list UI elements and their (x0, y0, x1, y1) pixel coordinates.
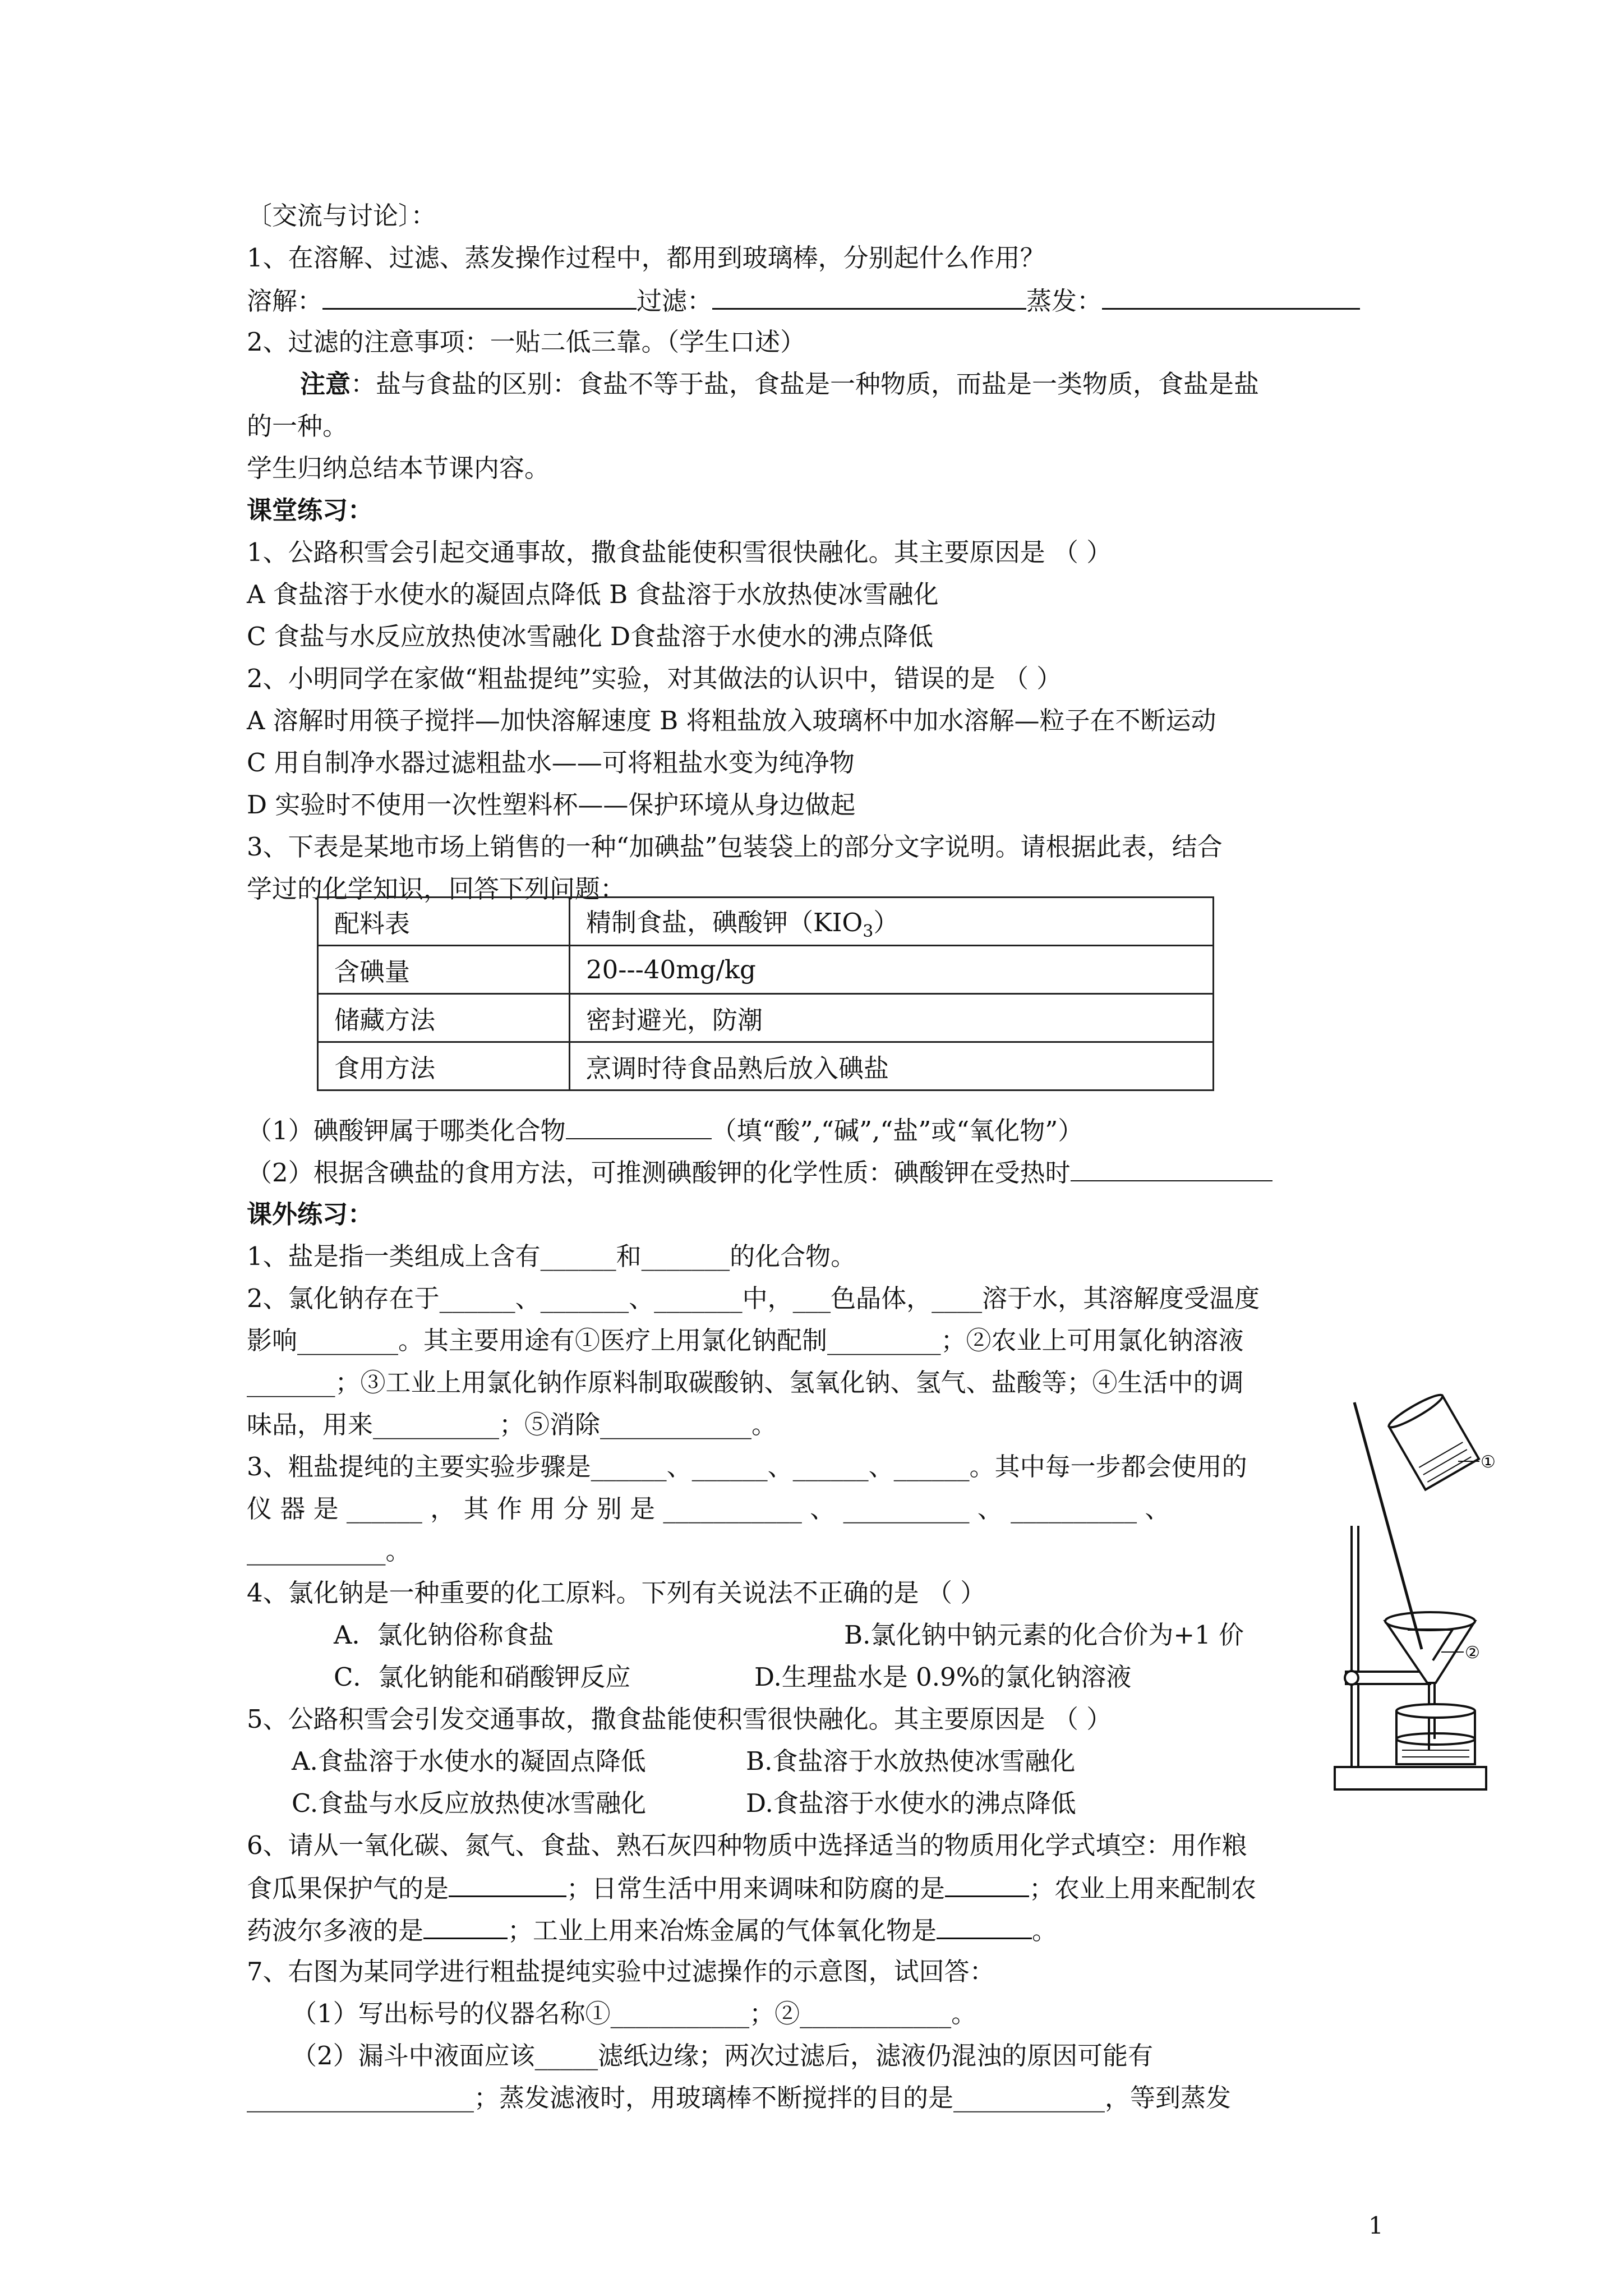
homework-3-line-2: 仪 器 是 ______ ， 其 作 用 分 别 是 ___________ 、 __________ 、 __________ 、 (247, 1494, 1170, 1524)
table-cell: 配料表 (318, 898, 570, 946)
hw6-text-f: 。 (1032, 1916, 1058, 1945)
note-label: 注意 (300, 369, 351, 399)
homework-4-stem: 4、氯化钠是一种重要的化工原料。下列有关说法不正确的是 （ ） (247, 1578, 986, 1608)
homework-1: 1、盐是指一类组成上含有______和_______的化合物。 (247, 1241, 856, 1271)
homework-7-q1: （1）写出标号的仪器名称①___________；②____________。 (292, 1999, 977, 2028)
homework-7-q2: （2）漏斗中液面应该_____滤纸边缘；两次过滤后，滤液仍混浊的原因可能有 (292, 2041, 1154, 2070)
homework-2-line-1: 2、氯化钠存在于______、_______、_______中，___色晶体，____溶于水，其溶解度受温度 (247, 1283, 1260, 1313)
homework-6-line-3 (247, 1913, 1057, 1948)
homework-6-line-2 (247, 1871, 1256, 1906)
table-cell: 密封避光，防潮 (570, 994, 1214, 1042)
glass-rod-roles (247, 283, 1360, 318)
homework-5-stem: 5、公路积雪会引发交通事故，撒食盐能使积雪很快融化。其主要原因是 （ ） (247, 1704, 1112, 1734)
homework-5-option-b: B.食盐溶于水放热使冰雪融化 (746, 1746, 1076, 1776)
homework-4-option-b: B.氯化钠中钠元素的化合价为+1 价 (844, 1620, 1244, 1650)
q1-text: （1）碘酸钾属于哪类化合物 (247, 1116, 566, 1145)
exercise-1-options-cd: C 食盐与水反应放热使冰雪融化 D食盐溶于水使水的沸点降低 (247, 622, 934, 651)
exercise-2-stem: 2、小明同学在家做“粗盐提纯”实验，对其做法的认识中，错误的是 （ ） (247, 664, 1062, 693)
table-cell: 含碘量 (318, 946, 570, 994)
hw6-text-d: 药波尔多液的是 (247, 1916, 424, 1945)
exercise-1-stem: 1、公路积雪会引起交通事故，撒食盐能使积雪很快融化。其主要原因是 （ ） (247, 537, 1112, 567)
homework-2-line-3: _______；③工业上用氯化钠作原料制取碳酸钠、氢氧化钠、氢气、盐酸等；④生活中的调 (247, 1368, 1244, 1397)
exercise-3-q2 (247, 1156, 1272, 1190)
exercise-3-q1 (247, 1114, 1083, 1148)
question-1: 1、在溶解、过滤、蒸发操作过程中，都用到玻璃棒，分别起什么作用？ (247, 243, 1045, 273)
table-row (318, 946, 1214, 994)
table-cell: 储藏方法 (318, 994, 570, 1042)
table-cell: 食用方法 (318, 1042, 570, 1091)
dissolve-label: 溶解： (247, 286, 323, 316)
exercise-3-stem-2: 学过的化学知识，回答下列问题： (247, 874, 626, 904)
iodized-salt-table (317, 896, 1214, 1091)
homework-7-stem: 7、右图为某同学进行粗盐提纯实验中过滤操作的示意图，试回答： (247, 1957, 995, 1986)
table-cell: 20---40mg/kg (570, 946, 1214, 994)
q1-hint: （填“酸”,“碱”,“盐”或“氧化物”） (711, 1116, 1083, 1145)
dissolve-blank[interactable] (322, 283, 637, 310)
hw6-text-a: 食瓜果保护气的是 (247, 1874, 449, 1903)
homework-5-option-c: C.食盐与水反应放热使冰雪融化 (292, 1788, 647, 1818)
hw6-blank-1[interactable] (449, 1871, 566, 1897)
homework-2-line-4: 味品，用来__________；⑤消除____________。 (247, 1410, 777, 1439)
note-line (300, 367, 1259, 401)
q1-blank[interactable] (566, 1114, 712, 1139)
figure-label-1: ① (1481, 1452, 1496, 1472)
figure-label-2: ② (1465, 1643, 1480, 1663)
homework-7-q2-cont: __________________；蒸发滤液时，用玻璃棒不断搅拌的目的是____________，等到蒸发 (247, 2083, 1232, 2113)
exercise-2-option-c: C 用自制净水器过滤粗盐水——可将粗盐水变为纯净物 (247, 748, 855, 777)
q2-blank[interactable] (1071, 1156, 1272, 1181)
hw6-text-c: ；农业上用来配制农 (1029, 1874, 1257, 1903)
homework-4-option-c: C．氯化钠能和硝酸钾反应 (334, 1662, 631, 1692)
homework-4-option-d: D.生理盐水是 0.9%的氯化钠溶液 (754, 1662, 1132, 1692)
homework-heading: 课外练习： (247, 1199, 374, 1229)
homework-3-line-3: ___________。 (247, 1536, 411, 1566)
table-row (318, 898, 1214, 946)
homework-5-option-d: D.食盐溶于水使水的沸点降低 (746, 1788, 1076, 1818)
homework-4-option-a: A．氯化钠俗称食盐 (334, 1620, 554, 1650)
homework-6-line-1: 6、请从一氧化碳、氮气、食盐、熟石灰四种物质中选择适当的物质用化学式填空：用作粮 (247, 1830, 1247, 1860)
classroom-exercise-heading: 课堂练习： (247, 495, 374, 525)
note-text: ：盐与食盐的区别：食盐不等于盐，食盐是一种物质，而盐是一类物质，食盐是盐 (351, 369, 1260, 399)
filter-blank[interactable] (712, 283, 1026, 310)
evaporate-blank[interactable] (1102, 283, 1360, 310)
table-cell: 精制食盐，碘酸钾$(KIO_3)$ (570, 898, 1214, 946)
homework-5-option-a: A.食盐溶于水使水的凝固点降低 (292, 1746, 646, 1776)
exercise-2-options-ab: A 溶解时用筷子搅拌—加快溶解速度 B 将粗盐放入玻璃杯中加水溶解—粒子在不断运动 (247, 706, 1216, 735)
hw6-text-b: ；日常生活中用来调味和防腐的是 (566, 1874, 946, 1903)
hw6-blank-3[interactable] (423, 1913, 508, 1939)
q2-text: （2）根据含碘盐的食用方法，可推测碘酸钾的化学性质：碘酸钾在受热时 (247, 1158, 1071, 1188)
table-row (318, 1042, 1214, 1091)
hw6-text-e: ；工业上用来冶炼金属的气体氧化物是 (508, 1916, 937, 1945)
hw6-blank-4[interactable] (937, 1913, 1032, 1939)
homework-2-line-2: 影响________。其主要用途有①医疗上用氯化钠配制_________；②农业上可用氯化钠溶液 (247, 1326, 1244, 1355)
page-number: 1 (1368, 2212, 1384, 2239)
evaporate-label: 蒸发： (1026, 286, 1103, 316)
exercise-2-option-d: D 实验时不使用一次性塑料杯——保护环境从身边做起 (247, 790, 856, 820)
table-row (318, 994, 1214, 1042)
filter-label: 过滤： (637, 286, 713, 316)
table-cell: 烹调时待食品熟后放入碘盐 (570, 1042, 1214, 1091)
question-2: 2、过滤的注意事项：一贴二低三靠。（学生口述） (247, 327, 806, 357)
summary-line: 学生归纳总结本节课内容。 (247, 453, 550, 483)
homework-3-line-1: 3、粗盐提纯的主要实验步骤是______、______、______、______。其中每一步都会使用的 (247, 1452, 1247, 1481)
exercise-3-stem: 3、下表是某地市场上销售的一种“加碘盐”包装袋上的部分文字说明。请根据此表，结合 (247, 832, 1223, 862)
filtration-apparatus-figure (1324, 1358, 1497, 1806)
line-discussion-heading: 〔交流与讨论〕： (247, 201, 436, 231)
note-line-2: 的一种。 (247, 411, 348, 441)
hw6-blank-2[interactable] (945, 1871, 1029, 1897)
exercise-1-options-ab: A 食盐溶于水使水的凝固点降低 B 食盐溶于水放热使冰雪融化 (247, 579, 939, 609)
